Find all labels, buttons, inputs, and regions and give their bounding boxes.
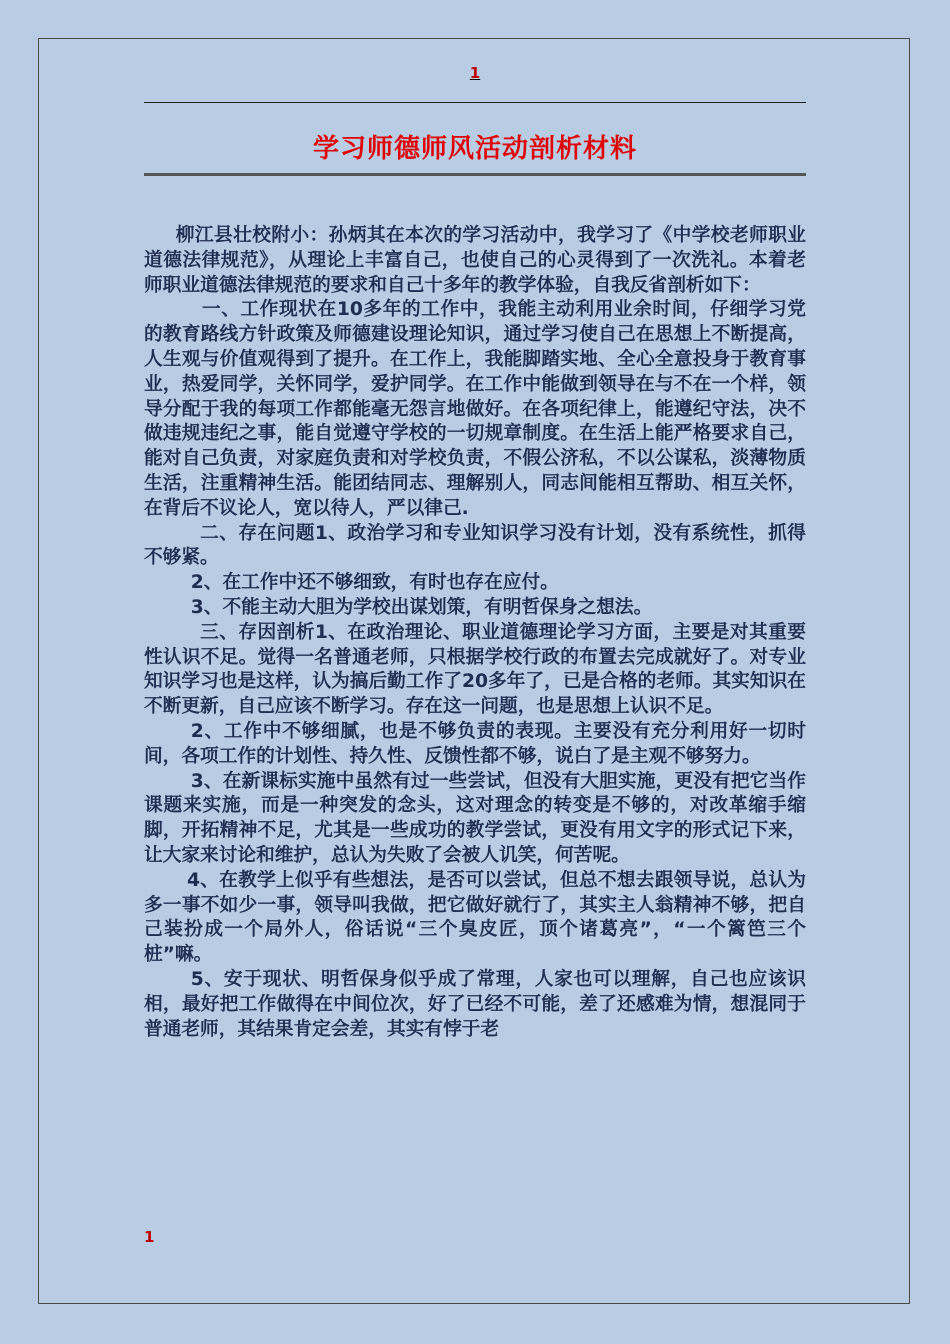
header-page-number: 1 bbox=[469, 64, 481, 82]
paragraph: 3、在新课标实施中虽然有过一些尝试，但没有大胆实施，更没有把它当作课题来实施，而是一种突发的念头，这对理念的转变是不够的，对改革缩手缩脚，开拓精神不足，尤其是一些成功的教学尝试，更没有用文字的形式记下来，让大家来讨论和维护，总认为失败了会被人讥笑，何苦呢。 bbox=[144, 770, 806, 866]
paragraph: 柳江县壮校附小：孙炳其在本次的学习活动中，我学习了《中学校老师职业道德法律规范》，从理论上丰富自己，也使自己的心灵得到了一次洗礼。本着老师职业道德法律规范的要求和自己十多年的教学体验，自我反省剖析如下： bbox=[144, 225, 806, 296]
paragraph: 2、工作中不够细腻，也是不够负责的表现。主要没有充分利用好一切时间，各项工作的计划性、持久性、反馈性都不够，说白了是主观不够努力。 bbox=[144, 720, 806, 767]
paragraph: 3、不能主动大胆为学校出谋划策，有明哲保身之想法。 bbox=[190, 596, 653, 618]
header-divider bbox=[144, 102, 806, 103]
document-body bbox=[144, 224, 806, 1042]
paragraph: 二、存在问题1、政治学习和专业知识学习没有计划，没有系统性，抓得不够紧。 bbox=[144, 522, 806, 569]
paragraph: 一、工作现状在10多年的工作中，我能主动利用业余时间，仔细学习党的教育路线方针政策及师德建设理论知识，通过学习使自己在思想上不断提高，人生观与价值观得到了提升。在工作上，我能脚踏实地、全心全意投身于教育事业，热爱同学，关怀同学，爱护同学。在工作中能做到领导在与不在一个样，领导分配于我的每项工作都能毫无怨言地做好。在各项纪律上，能遵纪守法，决不做违规违纪之事，能自觉遵守学校的一切规章制度。在生活上能严格要求自己，能对自己负责，对家庭负责和对学校负责，不假公济私，不以公谋私，淡薄物质生活，注重精神生活。能团结同志、理解别人，同志间能相互帮助、相互关怀，在背后不议论人，宽以待人，严以律己. bbox=[144, 299, 806, 519]
title-divider bbox=[144, 173, 806, 176]
paragraph: 三、存因剖析1、在政治理论、职业道德理论学习方面，主要是对其重要性认识不足。觉得一名普通老师，只根据学校行政的布置去完成就好了。对专业知识学习也是这样，认为搞后勤工作了20多年了，已是合格的老师。其实知识在不断更新，自己应该不断学习。存在这一问题，也是思想上认识不足。 bbox=[144, 621, 806, 718]
footer-page-number: 1 bbox=[144, 1228, 155, 1246]
paragraph: 4、在教学上似乎有些想法，是否可以尝试，但总不想去跟领导说，总认为多一事不如少一事，领导叫我做，把它做好就行了，其实主人翁精神不够，把自己装扮成一个局外人，俗话说“三个臭皮匠，顶个诸葛亮”，“一个篱笆三个桩”嘛。 bbox=[144, 869, 806, 966]
paragraph: 2、在工作中还不够细致，有时也存在应付。 bbox=[190, 572, 559, 594]
paragraph: 5、安于现状、明哲保身似乎成了常理，人家也可以理解，自己也应该识相，最好把工作做得在中间位次，好了已经不可能，差了还感难为情，想混同于普通老师，其结果肯定会差，其实有悖于老 bbox=[144, 968, 806, 1040]
document-title: 学习师德师风活动剖析材料 bbox=[312, 134, 637, 164]
